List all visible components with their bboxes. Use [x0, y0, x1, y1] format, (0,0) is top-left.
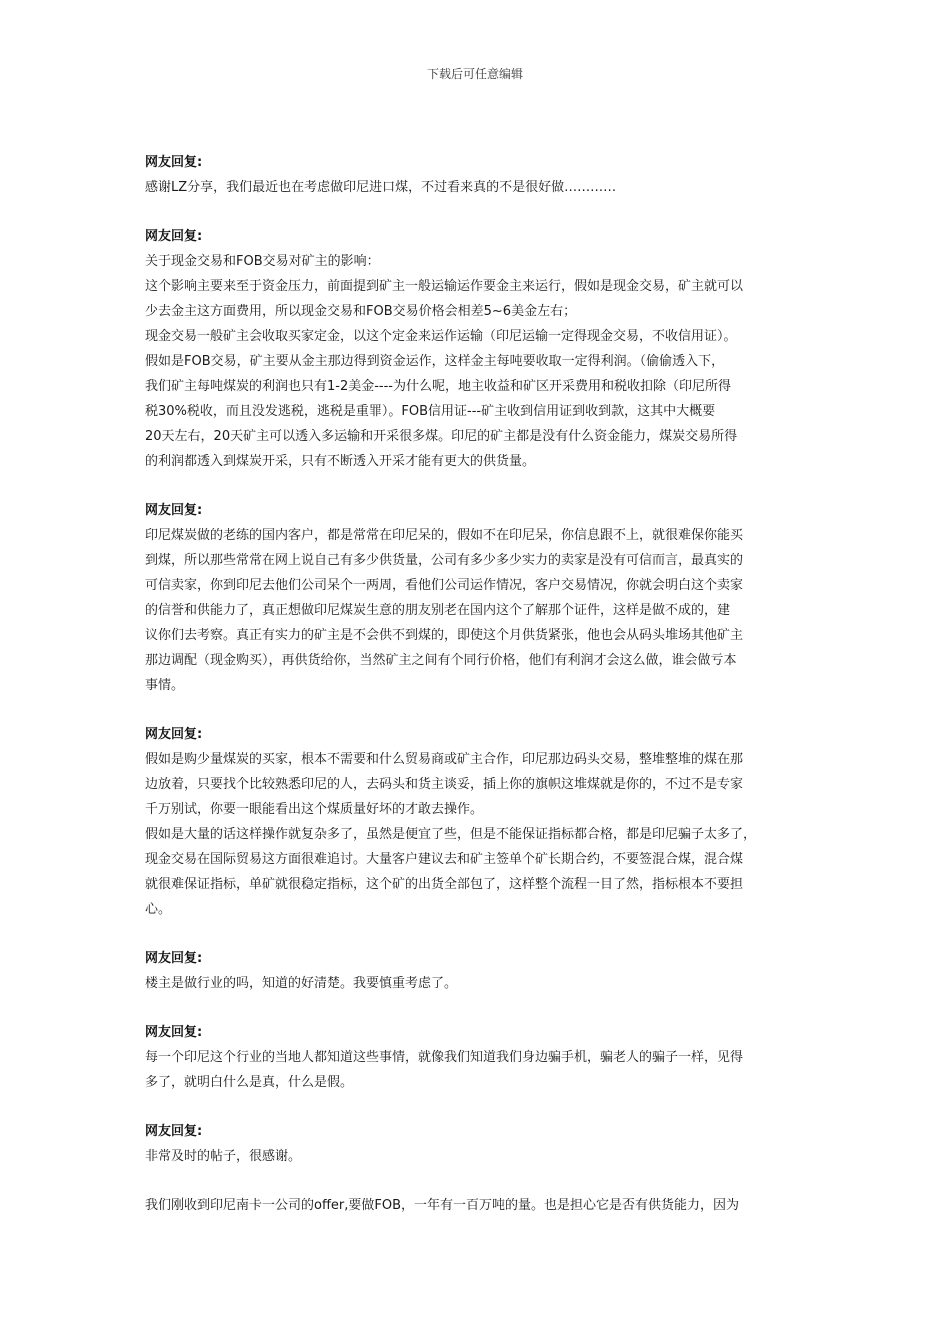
reply-text: 假如是FOB交易，矿主要从金主那边得到资金运作，这样金主每吨要收取一定得利润。（偷偷透入下， [145, 354, 725, 369]
reply-text: 到煤，所以那些常常在网上说自己有多少供货量，公司有多少多少实力的卖家是没有可信而言，最真实的 [145, 553, 744, 568]
reply-text: 20天左右，20天矿主可以透入多运输和开采很多煤。印尼的矿主都是没有什么资金能力，煤炭交易所得 [145, 429, 738, 444]
reply-text: 议你们去考察。真正有实力的矿主是不会供不到煤的，即使这个月供货紧张，他也会从码头堆场其他矿主 [145, 628, 744, 643]
reply-heading: 网友回复: [145, 951, 203, 966]
reply-text: 我们矿主每吨煤炭的利润也只有1-2美金----为什么呢，地主收益和矿区开采费用和税收扣除（印尼所得 [145, 379, 731, 394]
reply-heading: 网友回复: [145, 229, 203, 244]
reply-text: 现金交易在国际贸易这方面很难追讨。大量客户建议去和矿主签单个矿长期合约，不要签混合煤，混合煤 [145, 852, 744, 867]
reply-post [145, 1020, 813, 1095]
reply-text: 非常及时的帖子，很感谢。 [145, 1149, 302, 1164]
reply-text: 税30%税收，而且没发逃税，逃税是重罪）。FOB信用证---矿主收到信用证到收到款，这其中大概要 [145, 404, 716, 419]
reply-text: 的信誉和供能力了，真正想做印尼煤炭生意的朋友别老在国内这个了解那个证件，这样是做不成的，建 [145, 603, 731, 618]
reply-post [145, 150, 813, 200]
reply-text: 假如是大量的话这样操作就复杂多了，虽然是便宜了些，但是不能保证指标都合格，都是印尼骗子太多了， [145, 827, 757, 842]
reply-text: 印尼煤炭做的老练的国内客户，都是常常在印尼呆的，假如不在印尼呆，你信息跟不上，就很难保你能买 [145, 528, 744, 543]
reply-text: 就很难保证指标，单矿就很稳定指标，这个矿的出货全部包了，这样整个流程一目了然，指标根本不要担 [145, 877, 744, 892]
reply-text: 假如是购少量煤炭的买家，根本不需要和什么贸易商或矿主合作，印尼那边码头交易，整堆整堆的煤在那 [145, 752, 744, 767]
trailing-paragraph: 我们刚收到印尼南卡一公司的offer,要做FOB，一年有一百万吨的量。也是担心它是否有供货能力，因为 [145, 1198, 740, 1213]
reply-text: 的利润都透入到煤炭开采，只有不断透入开采才能有更大的供货量。 [145, 454, 536, 469]
reply-text: 现金交易一般矿主会收取买家定金，以这个定金来运作运输（印尼运输一定得现金交易，不收信用证）。 [145, 329, 737, 344]
reply-post [145, 1119, 813, 1169]
reply-post [145, 722, 813, 922]
reply-text: 那边调配（现金购买），再供货给你，当然矿主之间有个同行价格，他们有利润才会这么做，谁会做亏本 [145, 653, 737, 668]
reply-thread [145, 150, 813, 1218]
reply-text: 边放着，只要找个比较熟悉印尼的人，去码头和货主谈妥，插上你的旗帜这堆煤就是你的，不过不是专家 [145, 777, 744, 792]
reply-text: 这个影响主要来至于资金压力，前面提到矿主一般运输运作要金主来运行，假如是现金交易，矿主就可以 [145, 279, 744, 294]
reply-text: 千万别试，你要一眼能看出这个煤质量好坏的才敢去操作。 [145, 802, 484, 817]
reply-heading: 网友回复: [145, 727, 203, 742]
reply-heading: 网友回复: [145, 1124, 203, 1139]
reply-text: 多了，就明白什么是真，什么是假。 [145, 1075, 354, 1090]
reply-text: 楼主是做行业的吗，知道的好清楚。我要慎重考虑了。 [145, 976, 458, 991]
reply-text: 事情。 [145, 678, 185, 693]
reply-heading: 网友回复: [145, 155, 203, 170]
reply-post [145, 498, 813, 698]
reply-text: 少去金主这方面费用，所以现金交易和FOB交易价格会相差5~6美金左右； [145, 304, 577, 319]
reply-text: 每一个印尼这个行业的当地人都知道这些事情，就像我们知道我们身边骗手机，骗老人的骗子一样，见得 [145, 1050, 744, 1065]
page-header: 下载后可任意编辑 [426, 67, 523, 81]
reply-post [145, 224, 813, 474]
reply-post [145, 946, 813, 996]
reply-text: 心。 [145, 902, 172, 917]
reply-heading: 网友回复: [145, 1025, 203, 1040]
reply-heading: 网友回复: [145, 503, 203, 518]
reply-text: 感谢LZ分享，我们最近也在考虑做印尼进口煤，不过看来真的不是很好做………… [145, 180, 617, 195]
reply-text: 可信卖家，你到印尼去他们公司呆个一两周，看他们公司运作情况，客户交易情况，你就会明白这个卖家 [145, 578, 744, 593]
reply-text: 关于现金交易和FOB交易对矿主的影响： [145, 254, 380, 269]
